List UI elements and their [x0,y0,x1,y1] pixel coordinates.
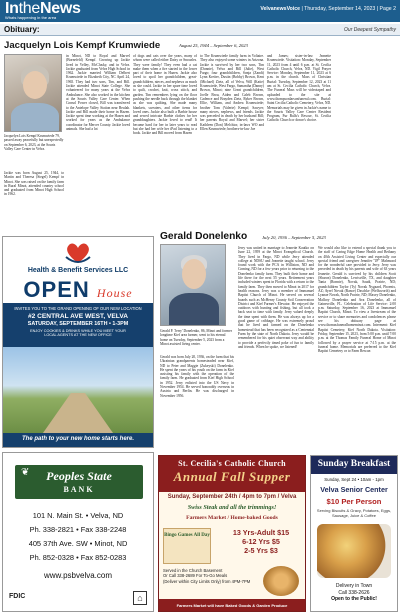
tagline: Whats happening in the area [5,15,57,20]
obit-name-donelenko: Gerald Donelenko [160,231,248,242]
obit-name-krumwiede: Jacquelyn Lois Kempf Krumwiede [4,40,161,51]
bank-phone-minot: Ph. 852-0328 • Fax 852-0283 [29,553,127,562]
breakfast-price: $10 Per Person [326,497,382,506]
photo-caption-krumwiede: Jacquelyn Lois Kempf Krumwiede 79, passed away peacefully but unexpectedly on September 6, 2023, at the Souris Valley Care Center in Velva. [4,134,64,151]
obit-column-5: and James; sister-in-law Jeanette Krumwiede. Visitation: Monday, September 11, 2023 from 4 until 6 p.m. at St. Cecilia Catholic Church, Velva, ND. Vigil Prayer Service: Monday, September 11, 2023 at 6 p.m. in the church. Mass of Christian Burial: Tuesday, September 12, 2023 at 11 am at St. Cecilia Catholic Church, Velva. The Funeral Mass will be videotaped and uploaded to the site at www.thompsonlarsonfuneral.com. Burial: Saint Cecilia Catholic Cemetery, Velva, ND. Memorials may be given in Jackie's name to the Souris Valley Care Center Resident Program, Fur Balls's Rescue, St. Cecilia Catholic Church or donor's choice. [267,54,331,123]
event-datetime: SATURDAY, SEPTEMBER 16TH • 1-3PM [27,321,129,327]
obit-column-3: of dogs and cats over the years, many of whom were called either Daisy or Snoozles. They were family! They even had a cat make them when a fire started in the lower part of their home in Hazen. Jackie also loved to spoil her grandchildren, great-grandchildren, nieces, and nephews as much as she could. Jackie in her spare time loved to quilt, crochet, knit, cross stitch, and garden. Tim remembers lying on the floor pushing the needle back through the blanket as she was quilting. She made many blankets, sweaters, and other items for loved ones. Jackie also built a Barbie house and sewed intricate Barbie clothes for her granddaughters. Jackie loved to read! It became hard for her in later years to read but she had her wife her iPad listening to a book. Jackie and Bill moved from Hazen [133,54,197,136]
info-separator: | [300,6,305,12]
obit2-column-1: Gerald was born July 20, 1936, on the farm that his Ukrainian grandparents homesteaded near Kief, ND to Peter and Maggie (Zukeyski) Donelenko. He spent the years of his youth on the farm in Kief assisting his family with the operation of the family farm. He graduated from Kief High School in 1952. Jerry enlisted into the US Navy in November 1954. He served honorably overseas in Austria and Berlin. He was discharged in November 1956. [160,355,234,398]
ad-health-benefit-open-house[interactable] [2,236,154,448]
masthead [0,0,400,22]
bank-website[interactable]: www.psbvelva.com [43,571,113,580]
menu-line: Swiss Steak and all the trimmings! [187,504,277,511]
delivery-line: Delivery in Town [335,583,373,589]
portrait-photo-krumwiede [4,54,62,132]
market-footer: Farmers Market will have Baked Goods & Garden Produce [159,599,305,612]
section-label: Obituary: [4,25,40,34]
obit-column-1: Jackie was born August 25, 1944, to Martin and Theresa (Siegel) Kempf in Minot. She was raised on the family farm in Rural Minot, attended country school and graduated from Minot High School in 1962. [4,171,64,197]
bingo-box: Bingo Games All Day [163,528,211,564]
serving-line-2: Or Call 338-2689 For To-Go Meals [163,573,228,579]
breakfast-datetime: Sunday, Sept 24 • 10am - 1pm [324,477,384,482]
info-separator-2: | [375,6,380,12]
call-line: Call 338-2626 [338,589,370,596]
breakfast-menu: Serving Biscuits & Gravy, Potatoes, Eggs, Sausage, Juice & Coffee [316,508,392,518]
price-list [221,528,301,555]
price-child: 6-12 Yrs $5 [242,537,280,546]
invite-line: INVITES YOU TO THE GRAND OPENING OF OUR NEW LOCATION [14,306,142,311]
brand-logo: IntheNews [5,0,81,17]
landscape-photo [3,347,153,433]
event-title: Annual Fall Supper [173,469,291,484]
serving-info [163,568,259,584]
tree-icon: ❦ [21,467,30,478]
issue-info [260,6,396,12]
obit2-column-3: We would also like to extend a special thank you to the staff of Caring Edge Home Health and Bethany on 40th Assisted Living Center and especially our special friend and caregiver Jennifer "JP" Mahmood for the wonderful care provided to Jerry. Jerry was preceded in death by his parents and wife of 63 years Jeanette. Gerald is survived by his children Scott (Sharon) Donelenko, Lewisville, TX, and daughter Tania (Ronnie), Novak, Saudi, Prairie, ND; grandchildren Taylor (Ty) Novak Nygaard, Phoenix, AZ; Ayrel Novak (Rance) Daschke (Wellsworth) and Lyanae Novak, North Prairie, ND; Maxey Donelenko, Mallory Donelenko and Ava Donelenko, all of Gainesville, FL. Celebration of Life Service: 2:00 p.m. Saturday, September 16, 2023 at Immanuel Baptist Church, Minot. To view a livestream of the service or to share memories and condolences please see his obituary page at www.thomasfuneralhomeminot.com. Interment: Kief Baptist Cemetery, Kief North Dakota. Visitation: Friday, September 15, 2023, from 5:00 p.m. until 7:00 p.m. at the Thomas Family Funeral Home of Minot followed by a prayer service at 7:15 p.m. at the funeral home. Memorials are preferred to the Kief Baptist Cemetery or to Farm Rescue. [318,246,396,354]
issue-date: Thursday, September 14, 2023 [304,6,376,12]
obit-dates-donelenko: July 20, 1936 – September 5, 2023 [262,235,326,240]
breakfast-plate-image [317,524,391,578]
obit2-column-2: Jerry was united in marriage to Jeanette Kautko on June 22, 1959 at the Minot Evangelical Church. They lived in Fargo, ND while Jerry attended college at NDSU and Jeanette taught school. Jerry found work with the PCA in Williston, ND and Coming, ND for a few years prior to returning to the Donelenko family farm. They built their home and life there for the next 55 years. Retirement years included winters spent in Florida with a return to the family farm. They then moved to Minot in 2017 for health reasons. Jerry was a member of Immanuel Baptist Church of Minot. He served on several boards such as McHenry County Soil Conservation District and Kief Farmer's Elevator. He enjoyed the outdoors with hunting and fishing, but all took a back seat to time with family. Jerry valued deeply the time spent with them. He was always up for a good game of cribbage. He was extremely proud that he lived and farmed on the Donelenko homestead that has been recognized as a Centennial Farm by the state of North Dakota. Jerry would be remembered for his quiet observant way and ability to provide a perfectly timed poke of fun to family and friends. When he spoke, we listened! [238,246,314,349]
public-line: Open to the Public! [331,596,377,602]
publisher: VelvanewsVoice [260,6,301,12]
event-date: Sunday, September 24th / 4pm to 7pm / Velva [167,494,297,500]
fdic-logo: FDIC [9,593,26,600]
page-number: Page 2 [379,6,396,12]
ad-peoples-state-bank[interactable] [2,452,154,612]
event-address: #2 CENTRAL AVE WEST, VELVA [27,313,129,320]
breakfast-title: Sunday Breakfast [311,456,397,474]
church-banner [159,456,305,492]
obit-column-4: to The Krumwiede family farm in Voltaire. They also enjoyed some winters in Arizona. Jackie is survived by her two sons, Tim (Donnie), Velva and Bill (Julie), West Fargo; four grandchildren, Sonja (Zandt) Lynn Kreiter, Dustin (Bobby) Brown, Kent (Michael) Zietz, all of Velva, Will (Katie) Krumwiede, West Fargo, Samantha (Danny) Brown, Minot; nine Great grandchildren, Joelle Brou, Aiden and Caleb Brown, Cadence and Brayden Zietz, Ryker Brown, Ellie, William, and Andrea Krumwiede; brother Tom (Valerie) Kempf; Sawyer; many nieces, nephews, and friends. Jackie was preceded in death by her husband Bill; her parents Royal and Marvel; her sister Kathleen (Don) Melchior, in-laws WO and Ellen Krumwiede; brothers-in-law Joe [200,54,264,132]
section-header [0,24,400,36]
bank-address-velva: 101 N. Main St. • Velva, ND [32,511,124,520]
obit-column-2: in Minot, ND to Royal and Marvel (Bornefeld) Kempf. Growing up Jackie lived in Velley, McClusky, and in Velva. Jackie graduated from Velva High School in 1962. Jackie married William Delbert Krumwiede in Elizabeth City, NC April 24, 1965. They had two sons, Tim, and Bill. Jackie attended Minot State College. She volunteered for many years at the Velva Ambulance. She also worked in the kitchen at the Souris Valley Care Center. When Consol Power closed, Bill was transferred to the Antelope Valley Station near Beulah. Jackie and Bill made their home in Hazen. Jackie spent time working at the Hazen and worked for years as the Ambulance coordinator for Mercer County. Jackie loved animals. She had a lot [66,54,130,132]
ad-sunday-breakfast[interactable] [310,455,398,612]
event-details [3,303,153,347]
enjoy-line: ENJOY COOKIES & DRINKS WHILE YOU MEET YOUR [30,329,126,333]
open-house-heading: OPEN House [23,277,133,302]
church-name: St. Cecilia's Catholic Church [178,459,286,468]
breakfast-venue: Velva Senior Center [320,485,388,494]
company-name: Health & Benefit Services LLC [27,267,129,274]
bank-sub: BANK [63,485,95,494]
obit-dates-krumwiede: August 25, 1944 – September 6, 2023 [179,43,248,48]
equal-housing-icon: ⌂ [133,591,147,605]
pie-image [263,566,299,596]
price-adult: 13 Yrs-Adult $15 [232,528,290,537]
serving-line-1: Served in the Church Basement [163,568,223,573]
market-line: Farmers Market / Home-baked Goods [186,515,278,521]
bank-logo [15,465,143,499]
breakfast-footer [311,583,397,603]
bank-phone-velva: Ph. 338-2821 • Fax 338-2248 [29,525,127,534]
ad-slogan: The path to your new home starts here. [3,433,153,447]
heart-hands-icon [63,241,93,265]
ad-st-cecilia-fall-supper[interactable] [158,455,306,612]
photo-caption-donelenko: Gerald P. 'Jerry' Donelenko, 86, Minot and former longtime Kief area farmer, went to his eternal home on Tuesday, September 5, 2023 from a Minot assisted living center. [160,329,232,346]
bank-name: Peoples State [46,469,112,483]
bank-address-minot: 405 37th Ave. SW • Minot, ND [28,539,128,548]
price-young: 2-5 Yrs $3 [244,546,278,555]
portrait-photo-donelenko [160,244,226,326]
serving-line-3: (Deliver within City Limits Only) from 4PM-7PM [163,578,251,584]
sympathy-note: Our Deepest Sympathy [344,27,396,33]
agents-line: LOCAL AGENTS AT THE NEW OFFICE [44,333,112,337]
